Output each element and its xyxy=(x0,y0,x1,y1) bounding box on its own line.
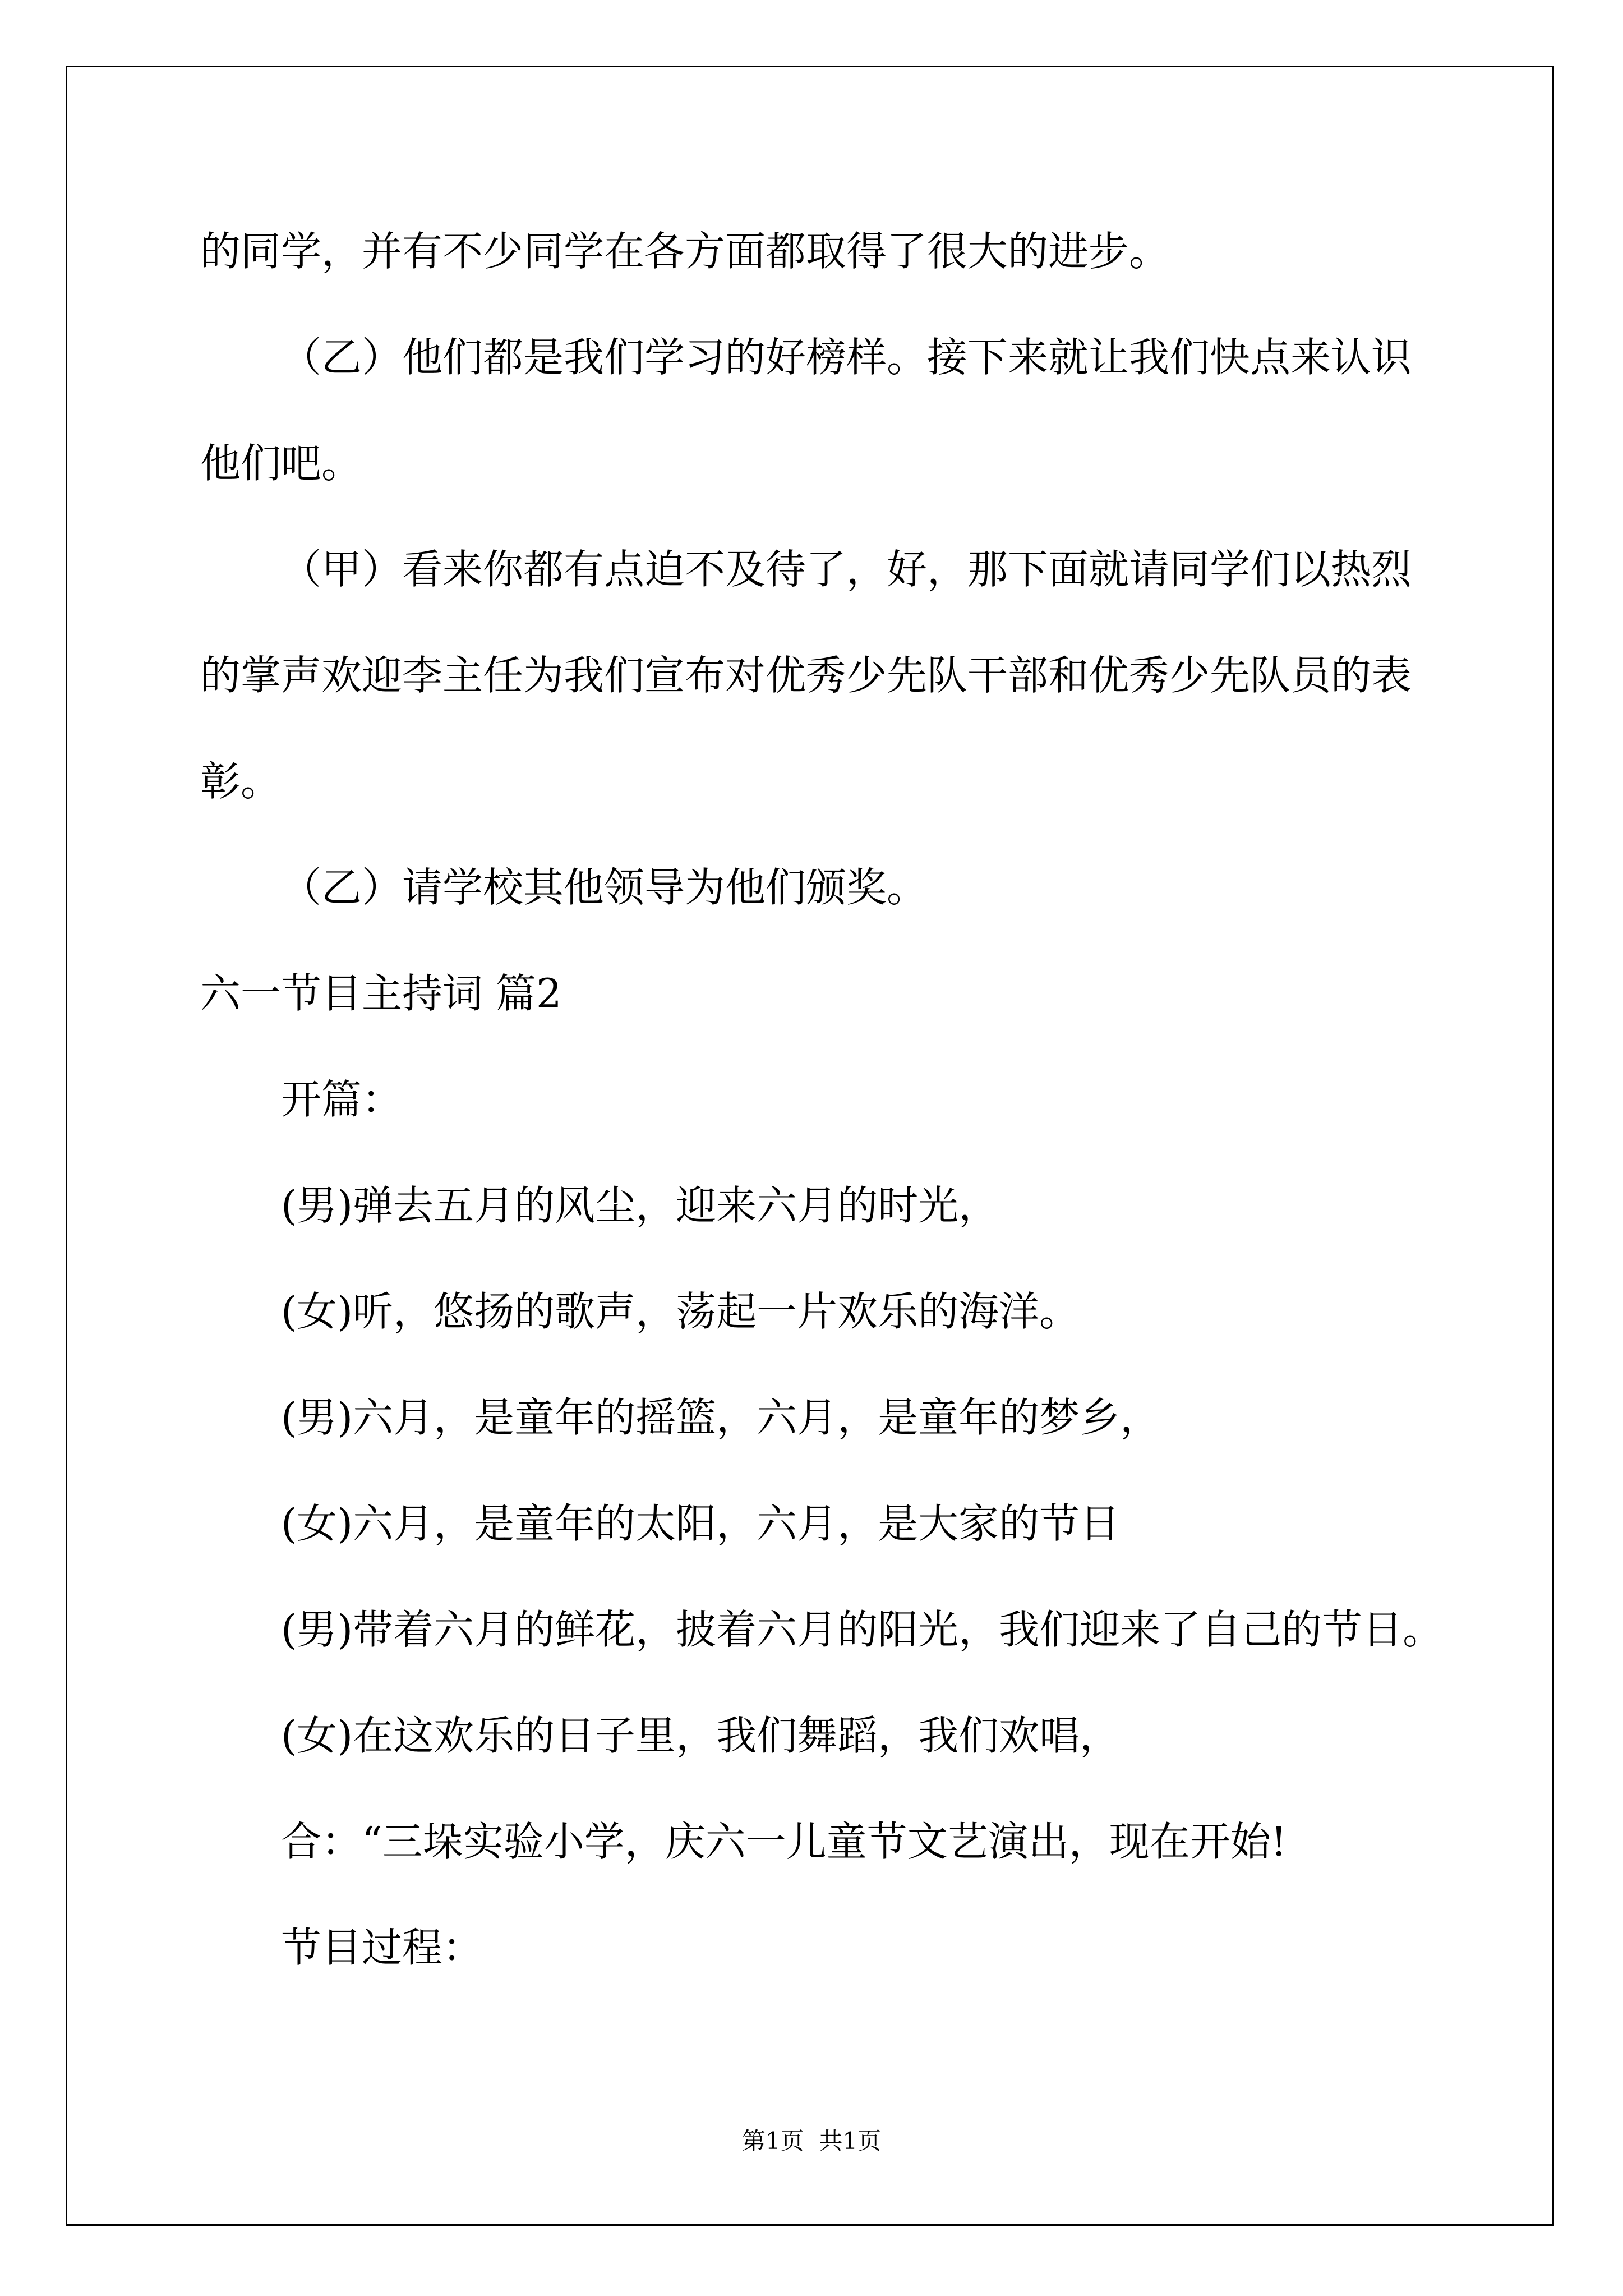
text-line: (男)带着六月的鲜花，披着六月的阳光，我们迎来了自己的节日。 xyxy=(281,1606,1444,1653)
text-line: 彰。 xyxy=(200,758,282,805)
text-line: （乙）请学校其他领导为他们颁奖。 xyxy=(281,864,928,911)
text-line: 开篇： xyxy=(281,1076,403,1123)
text-line: (男)六月，是童年的摇篮，六月，是童年的梦乡， xyxy=(281,1394,1161,1441)
page-number-footer: 第1页 共1页 xyxy=(741,2127,882,2155)
text-line: 的掌声欢迎李主任为我们宣布对优秀少先队干部和优秀少先队员的表 xyxy=(200,652,1412,699)
text-line: (女)听，悠扬的歌声，荡起一片欢乐的海洋。 xyxy=(281,1288,1080,1335)
section-heading: 六一节目主持词 篇2 xyxy=(200,970,562,1017)
text-line: (女)六月，是童年的太阳，六月，是大家的节日 xyxy=(281,1500,1121,1547)
text-line: 的同学，并有不少同学在各方面都取得了很大的进步。 xyxy=(200,228,1170,275)
text-line: 节目过程： xyxy=(281,1924,483,1971)
text-line: （甲）看来你都有点迫不及待了，好，那下面就请同学们以热烈 xyxy=(281,546,1412,593)
text-line: (男)弹去五月的风尘，迎来六月的时光， xyxy=(281,1182,999,1229)
text-line: （乙）他们都是我们学习的好榜样。接下来就让我们快点来认识 xyxy=(281,334,1412,381)
text-line: 合：“三垛实验小学，庆六一儿童节文艺演出，现在开始! xyxy=(281,1818,1287,1865)
text-line: (女)在这欢乐的日子里，我们舞蹈，我们欢唱， xyxy=(281,1712,1121,1759)
text-line: 他们吧。 xyxy=(200,440,362,487)
document-body xyxy=(200,199,1513,2001)
